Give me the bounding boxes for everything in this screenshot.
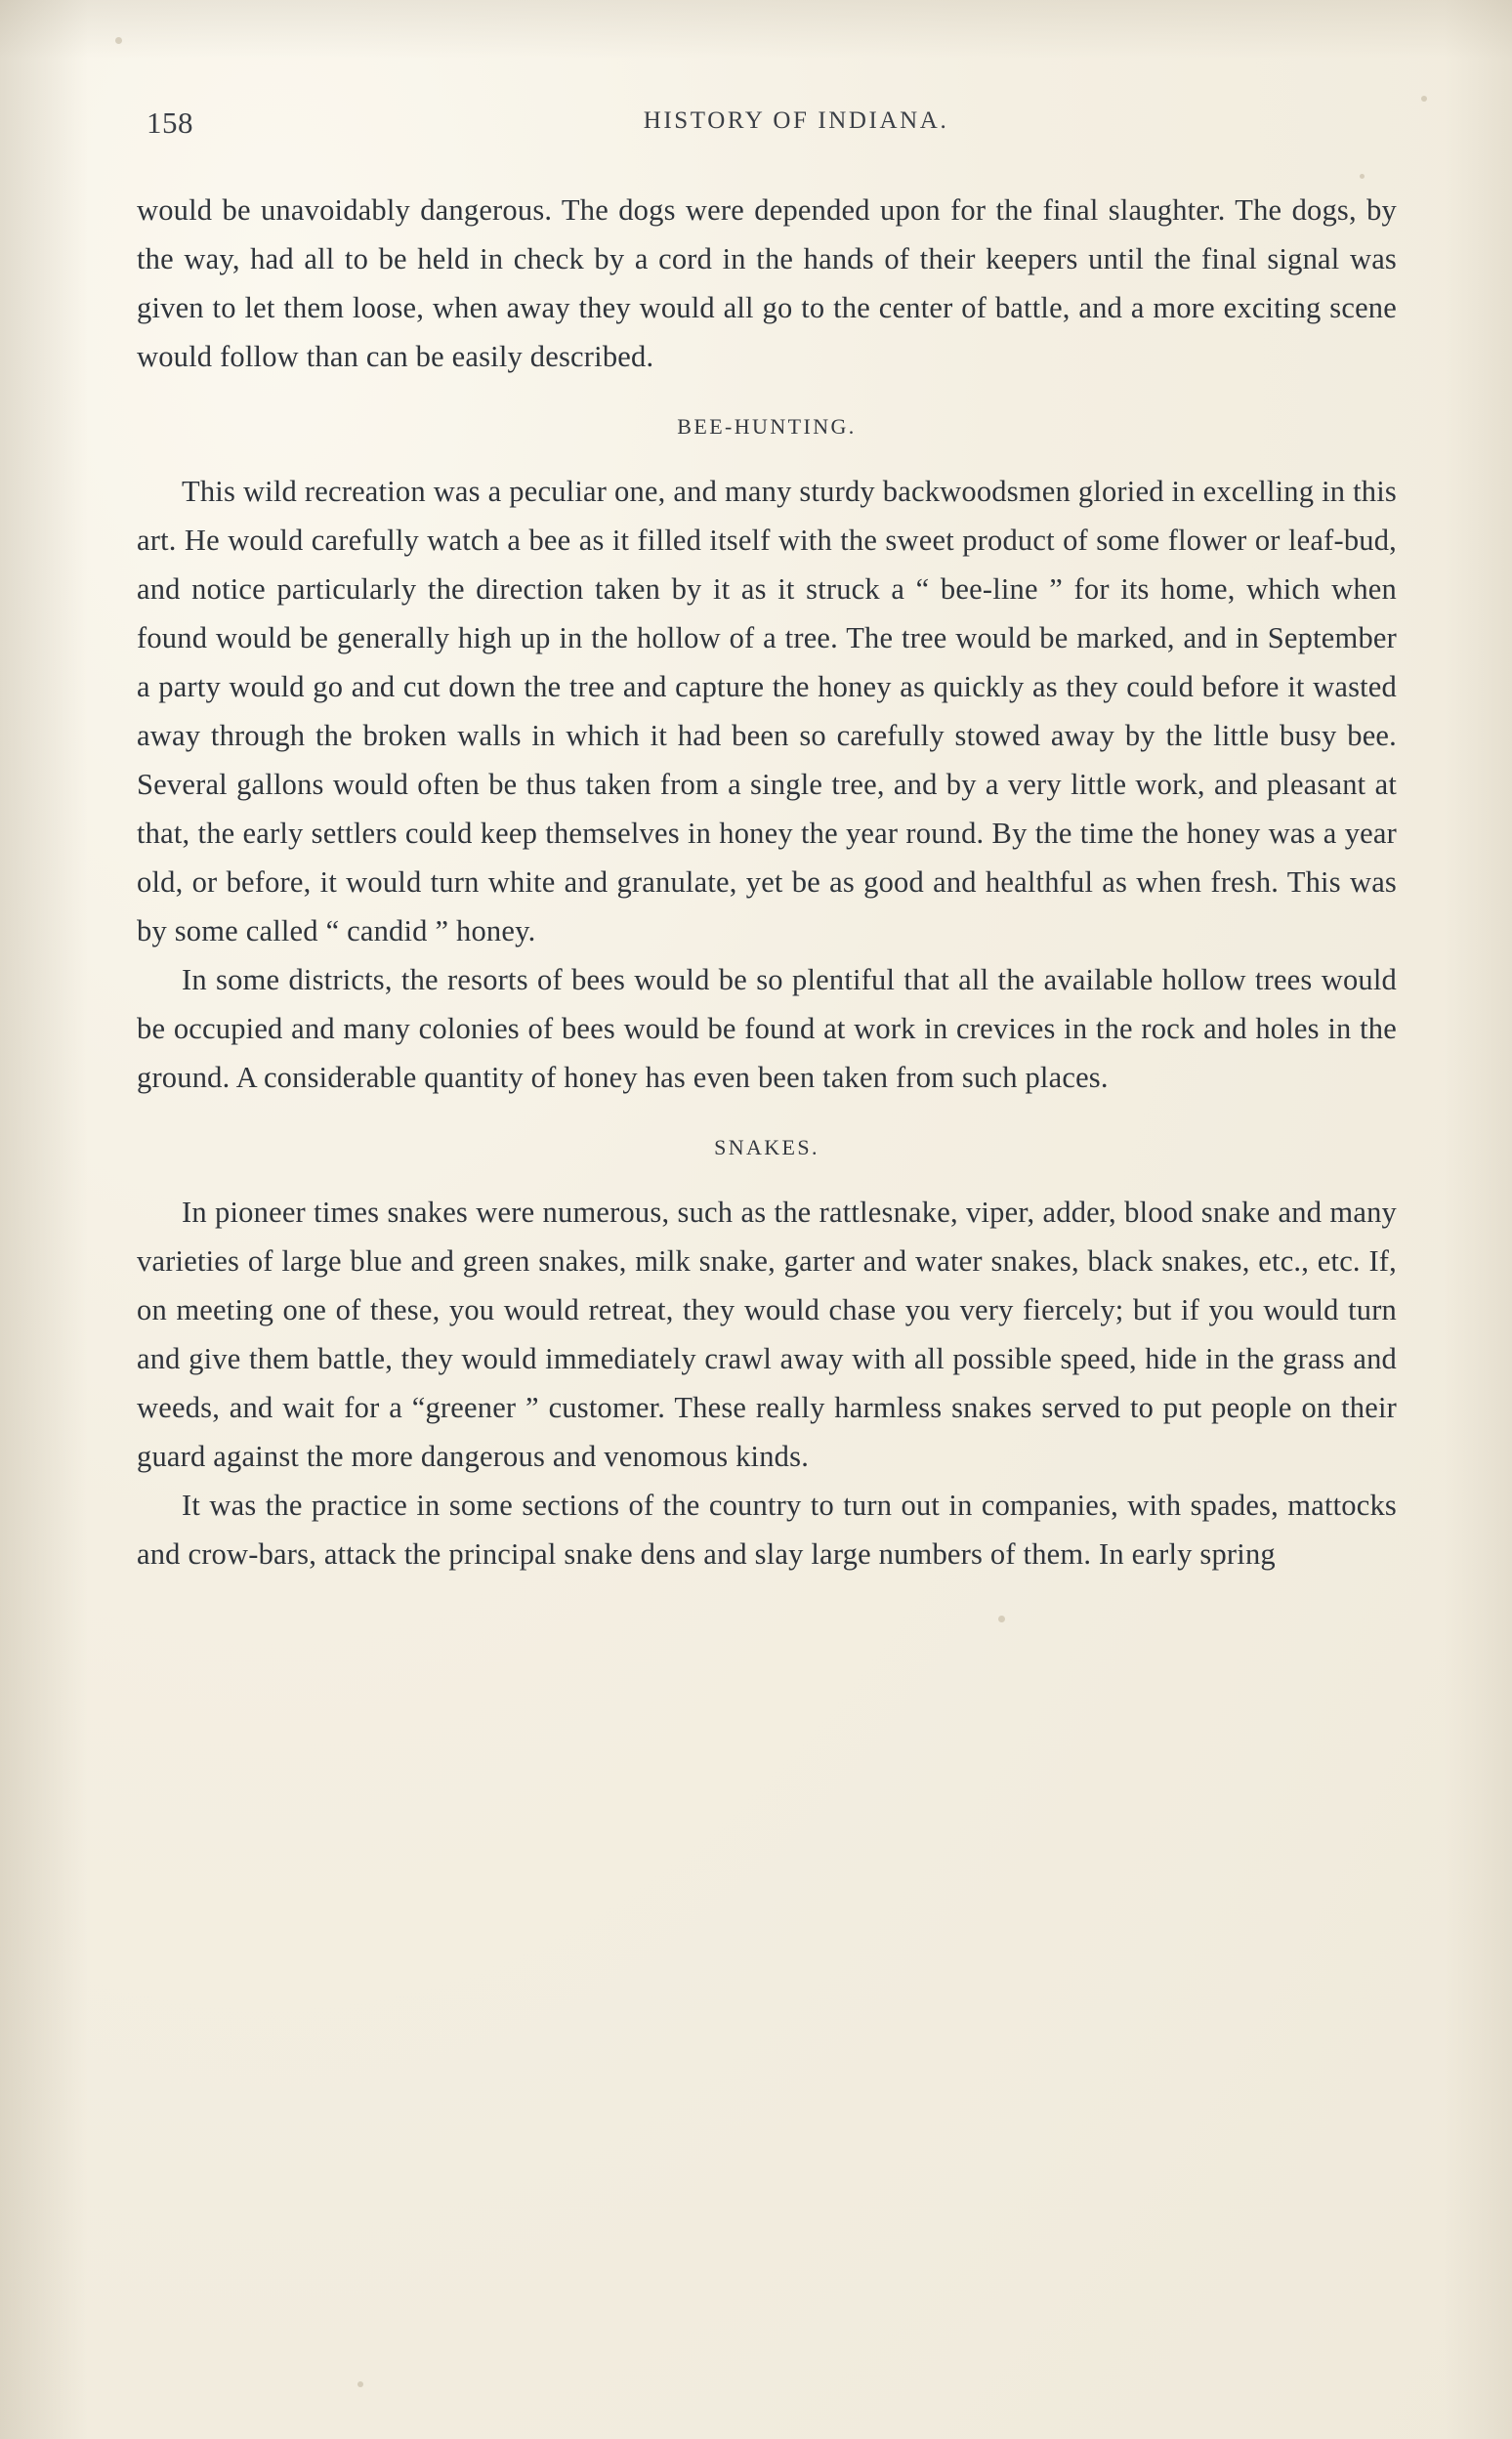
running-head: [117, 98, 1416, 156]
page-edge-shading-left: [0, 0, 88, 2439]
section-heading-bee-hunting: BEE-HUNTING.: [677, 414, 857, 439]
page-number: 158: [147, 105, 193, 140]
text-column: [137, 186, 1397, 1578]
page-content: [117, 98, 1416, 2364]
paragraph-bee-hunting-2: In some districts, the resorts of bees would be so plentiful that all the available hollow trees would be occupied and many colonies of bees would be found at work in crevices in the rock and holes in the ground. A considerable quantity of honey has even been taken from such places.: [137, 963, 1397, 1094]
paper-speck: [1421, 96, 1427, 102]
paper-speck: [115, 37, 122, 44]
page-edge-shading-top: [0, 0, 1512, 59]
paragraph-bee-hunting-1: This wild recreation was a peculiar one, and many sturdy backwoodsmen gloried in excelling in this art. He would carefully watch a bee as it filled itself with the sweet product of some flower or leaf-bud, and notice particularly the direction taken by it as it struck a “ bee-line ” for its home, which when found would be generally high up in the hollow of a tree. The tree would be marked, and in September a party would go and cut down the tree and capture the honey as quickly as they could before it wasted away through the broken walls in which it had been so carefully stowed away by the little busy bee. Several gallons would often be thus taken from a single tree, and by a very little work, and pleasant at that, the early settlers could keep themselves in honey the year round. By the time the honey was a year old, or before, it would turn white and granulate, yet be as good and healthful as when fresh. This was by some called “ candid ” honey.: [137, 475, 1397, 947]
paragraph-snakes-2: It was the practice in some sections of the country to turn out in companies, with spades, mattocks and crow-bars, attack the principal snake dens and slay large numbers of them. In early spring: [137, 1489, 1397, 1571]
paragraph-dogs: would be unavoidably dangerous. The dogs were depended upon for the final slaughter. The dogs, by the way, had all to be held in check by a cord in the hands of their keepers until the final signal was given to let them loose, when away they would all go to the center of battle, and a more exciting scene would follow than can be easily described.: [137, 193, 1397, 373]
page-edge-shading-right: [1444, 0, 1512, 2439]
running-head-title: HISTORY OF INDIANA.: [643, 107, 949, 134]
paragraph-snakes-1: In pioneer times snakes were numerous, such as the rattlesnake, viper, adder, blood snake and many varieties of large blue and green snakes, milk snake, garter and water snakes, black snakes, etc., etc. If, on meeting one of these, you would retreat, they would chase you very fiercely; but if you would turn and give them battle, they would immediately crawl away with all possible speed, hide in the grass and weeds, and wait for a “greener ” customer. These really harmless snakes served to put people on their guard against the more dangerous and venomous kinds.: [137, 1196, 1397, 1473]
section-heading-snakes: SNAKES.: [714, 1135, 819, 1159]
paper-speck: [357, 2381, 363, 2387]
